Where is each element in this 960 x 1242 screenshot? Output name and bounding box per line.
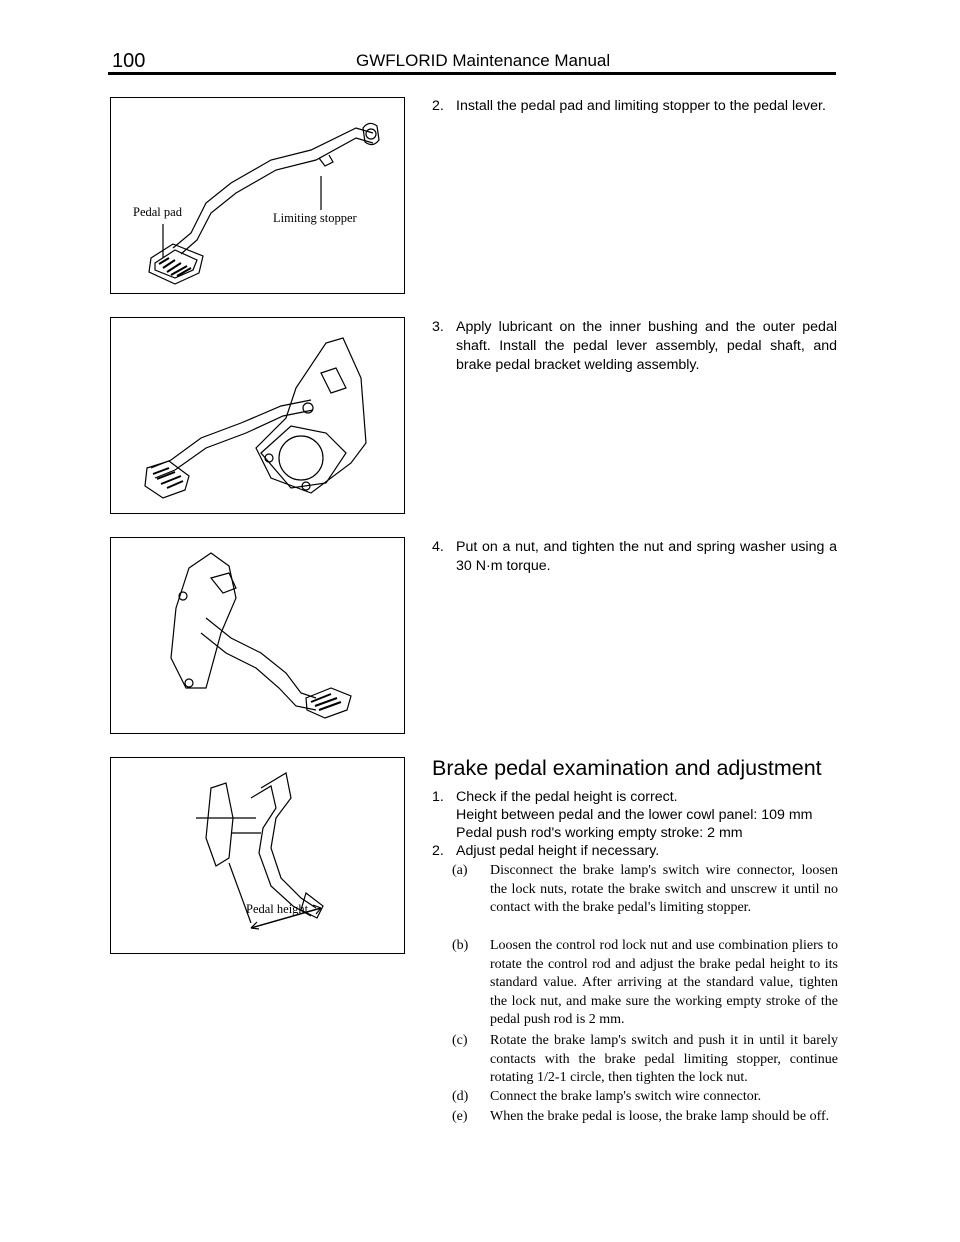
sub-item-c [452,1032,838,1088]
figure-pedal-lever [110,97,405,294]
pedal-assembly-illustration [111,318,404,513]
list-item [432,842,837,860]
pedal-height-illustration [111,758,404,953]
sub-item-letter: (e) [452,1109,468,1124]
step-3 [432,318,837,375]
step-text: Install the pedal pad and limiting stopper to the pedal lever. [456,98,826,114]
step-4 [432,538,837,576]
item-text: Height between pedal and the lower cowl panel: 109 mm [456,807,813,823]
figure-pedal-assembly [110,317,405,514]
section-heading: Brake pedal examination and adjustment [432,756,822,780]
list-item [432,806,837,824]
page-number: 100 [112,50,146,72]
page-header [108,44,835,74]
sub-item-letter: (a) [452,863,468,878]
sub-item-a [452,862,838,918]
list-item [432,788,837,806]
figure-pedal-height [110,757,405,954]
figure-pedal-installed [110,537,405,734]
pedal-installed-illustration [111,538,404,733]
sub-item-letter: (b) [452,938,469,953]
step-2 [432,97,837,116]
sub-item-text: Connect the brake lamp's switch wire connector. [490,1089,762,1104]
sub-item-e [452,1108,838,1127]
item-number: 2. [432,843,444,859]
item-text: Pedal push rod's working empty stroke: 2 mm [456,825,743,841]
pedal-pad-label: Pedal pad [133,205,182,219]
step-text: Put on a nut, and tighten the nut and spring washer using a 30 N·m torque. [456,539,837,574]
item-number: 1. [432,789,444,805]
pedal-height-label: Pedal height [246,902,309,916]
sub-item-text: Rotate the brake lamp's switch and push it in until it barely contacts with the brake pedal limiting stopper, continue rotating 1/2-1 circle, then tighten the lock nut. [490,1033,838,1085]
step-number: 2. [432,98,444,114]
step-number: 4. [432,539,444,555]
header-rule [108,72,836,75]
sub-item-letter: (c) [452,1033,468,1048]
limiting-stopper-label: Limiting stopper [273,211,357,225]
sub-item-text: Loosen the control rod lock nut and use combination pliers to rotate the control rod and adjust the brake pedal height to its standard value. After arriving at the standard value, tighten the lock nut, and make sure the working empty stroke of the pedal push rod is 2 mm. [490,938,838,1027]
manual-title: GWFLORID Maintenance Manual [356,51,611,70]
list-item [432,824,837,842]
step-text: Apply lubricant on the inner bushing and the outer pedal shaft. Install the pedal lever assembly, pedal shaft, and brake pedal bracket welding assembly. [456,319,837,373]
sub-item-letter: (d) [452,1089,469,1104]
step-number: 3. [432,319,444,335]
sub-item-text: When the brake pedal is loose, the brake lamp should be off. [490,1109,830,1124]
check-list [432,788,837,860]
sub-item-text: Disconnect the brake lamp's switch wire connector, loosen the lock nuts, rotate the brake switch and unscrew it until no contact with the brake pedal's limiting stopper. [490,863,838,915]
item-text: Adjust pedal height if necessary. [456,843,660,859]
item-text: Check if the pedal height is correct. [456,789,678,805]
pedal-lever-illustration [111,98,404,293]
sub-item-b [452,937,838,1030]
sub-item-d [452,1088,838,1107]
